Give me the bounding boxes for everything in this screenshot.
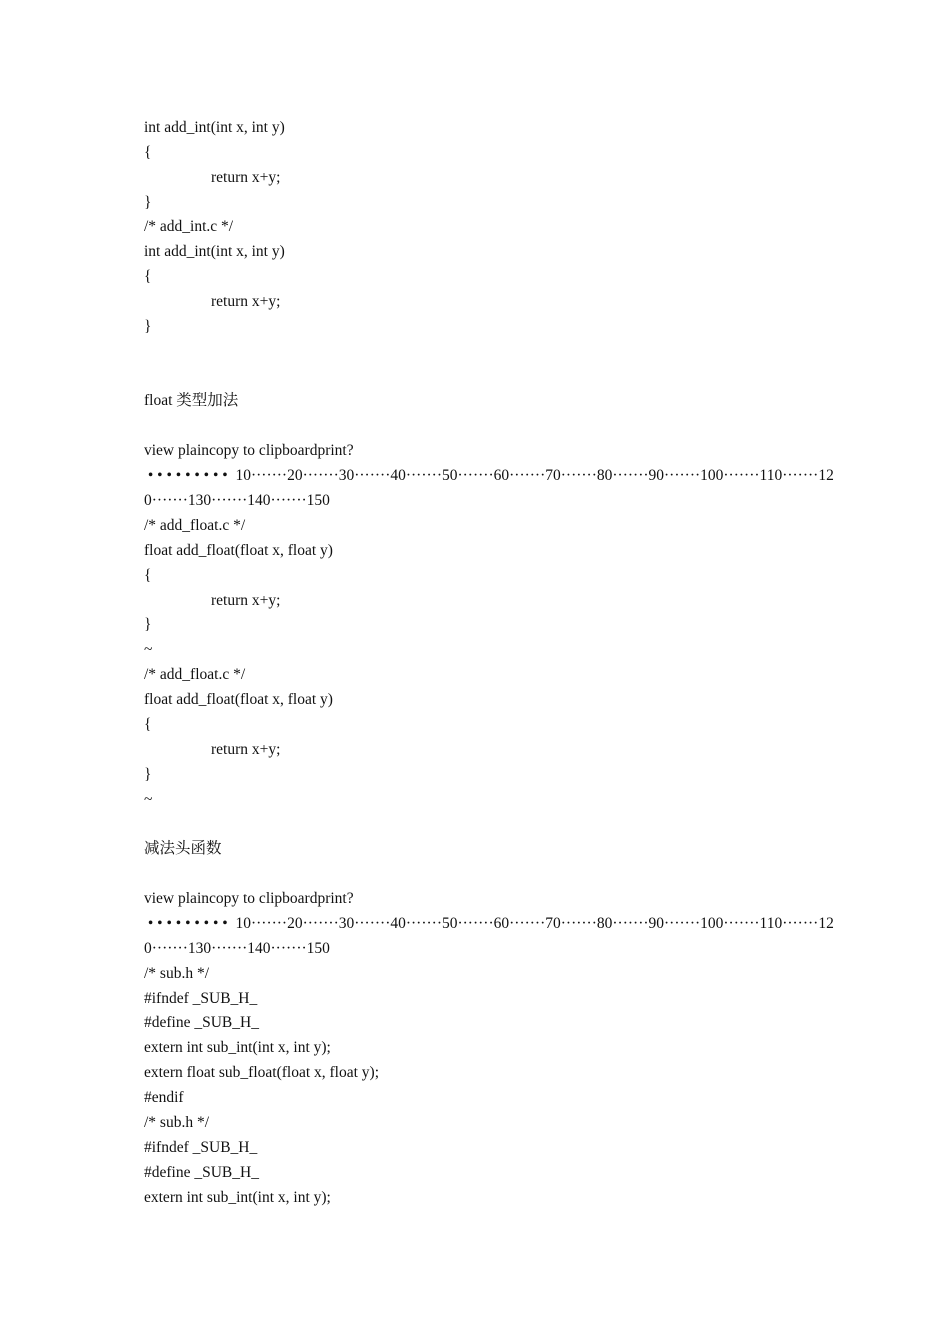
code-line: { — [144, 144, 152, 161]
code-line: return x+y; — [211, 592, 281, 609]
code-line: return x+y; — [211, 169, 281, 186]
code-ruler: 0·······130·······140·······150 — [144, 492, 330, 509]
code-line: ~ — [144, 791, 153, 808]
code-line: float add_float(float x, float y) — [144, 691, 333, 708]
code-ruler: • • • • • • • • • 10·······20·······30·······40·······50·······60·······70·······80·······90·······100·······110·······12 — [144, 915, 834, 932]
code-line: extern int sub_int(int x, int y); — [144, 1189, 331, 1206]
code-line: #ifndef _SUB_H_ — [144, 990, 258, 1007]
section-heading-float-add: float 类型加法 — [144, 392, 239, 409]
code-line: extern float sub_float(float x, float y); — [144, 1064, 380, 1081]
view-plain-copy-link[interactable]: view plaincopy to clipboardprint? — [144, 890, 354, 907]
code-line: int add_int(int x, int y) — [144, 119, 285, 136]
code-line: return x+y; — [211, 293, 281, 310]
code-line: ~ — [144, 641, 153, 658]
code-line: { — [144, 567, 152, 584]
code-ruler: 0·······130·······140·······150 — [144, 940, 330, 957]
code-line: float add_float(float x, float y) — [144, 542, 333, 559]
code-line: { — [144, 716, 152, 733]
code-line: #endif — [144, 1089, 184, 1106]
section-heading-sub-header: 减法头函数 — [144, 840, 222, 857]
code-line: { — [144, 268, 152, 285]
code-line: return x+y; — [211, 741, 281, 758]
code-line: #define _SUB_H_ — [144, 1014, 259, 1031]
code-line: int add_int(int x, int y) — [144, 243, 285, 260]
code-line: /* sub.h */ — [144, 1114, 210, 1131]
code-line: } — [144, 766, 152, 783]
code-line: extern int sub_int(int x, int y); — [144, 1039, 331, 1056]
code-line: } — [144, 616, 152, 633]
code-line: } — [144, 194, 152, 211]
code-ruler: • • • • • • • • • 10·······20·······30·······40·······50·······60·······70·······80·······90·······100·······110·······12 — [144, 467, 834, 484]
code-line: } — [144, 318, 152, 335]
code-line: /* add_int.c */ — [144, 218, 234, 235]
code-line: #ifndef _SUB_H_ — [144, 1139, 258, 1156]
code-line: /* add_float.c */ — [144, 517, 246, 534]
view-plain-copy-link[interactable]: view plaincopy to clipboardprint? — [144, 442, 354, 459]
code-line: /* add_float.c */ — [144, 666, 246, 683]
code-line: #define _SUB_H_ — [144, 1164, 259, 1181]
code-line: /* sub.h */ — [144, 965, 210, 982]
